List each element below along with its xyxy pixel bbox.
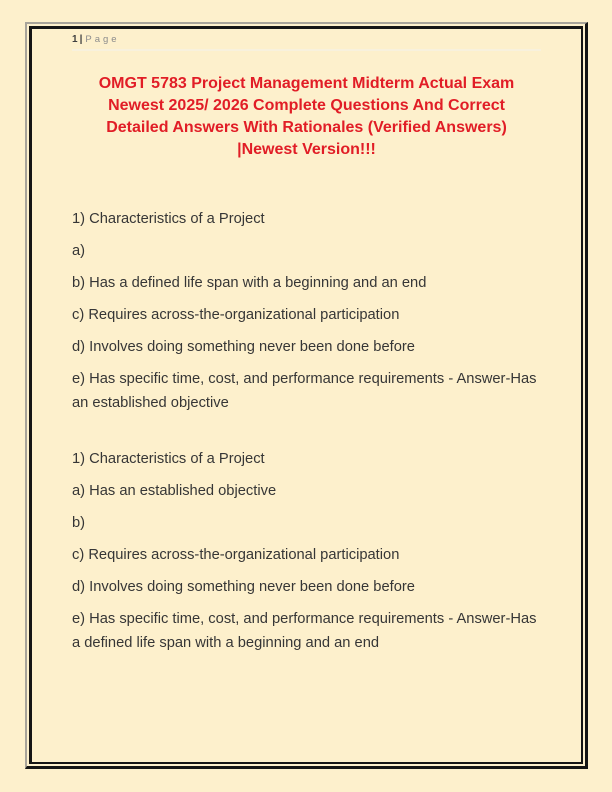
question-block [72,207,541,415]
page-border-inner [29,26,583,764]
question-block [72,447,541,655]
document-title-line: Detailed Answers With Rationales (Verified Answers) [106,119,507,136]
page-border [25,22,588,769]
question-list [72,207,541,655]
page-number: 1 [72,34,78,45]
question-line: e) Has specific time, cost, and performance requirements - Answer-Has a defined life span with a beginning and an end [72,611,537,651]
document-title-line: Newest 2025/ 2026 Complete Questions And Correct [108,97,505,114]
question-line: 1) Characteristics of a Project [72,211,265,227]
question-line: a) [72,243,86,259]
question-line: 1) Characteristics of a Project [72,451,265,467]
page-label: Page [85,34,120,45]
document-title [72,73,541,161]
page-content [32,29,581,655]
question-line: d) Involves doing something never been done before [72,339,415,355]
document-title-line: OMGT 5783 Project Management Midterm Actual Exam [98,75,515,92]
question-line: c) Requires across-the-organizational participation [72,307,400,323]
question-line: b) [72,515,86,531]
document-title-line: |Newest Version!!! [237,141,376,158]
page-number-separator: | [79,34,83,45]
question-line: c) Requires across-the-organizational participation [72,547,400,563]
page-header [72,34,541,51]
question-line: a) Has an established objective [72,483,277,499]
question-line: d) Involves doing something never been done before [72,579,415,595]
question-line: e) Has specific time, cost, and performance requirements - Answer-Has an established objective [72,371,537,411]
question-line: b) Has a defined life span with a beginning and an end [72,275,427,291]
